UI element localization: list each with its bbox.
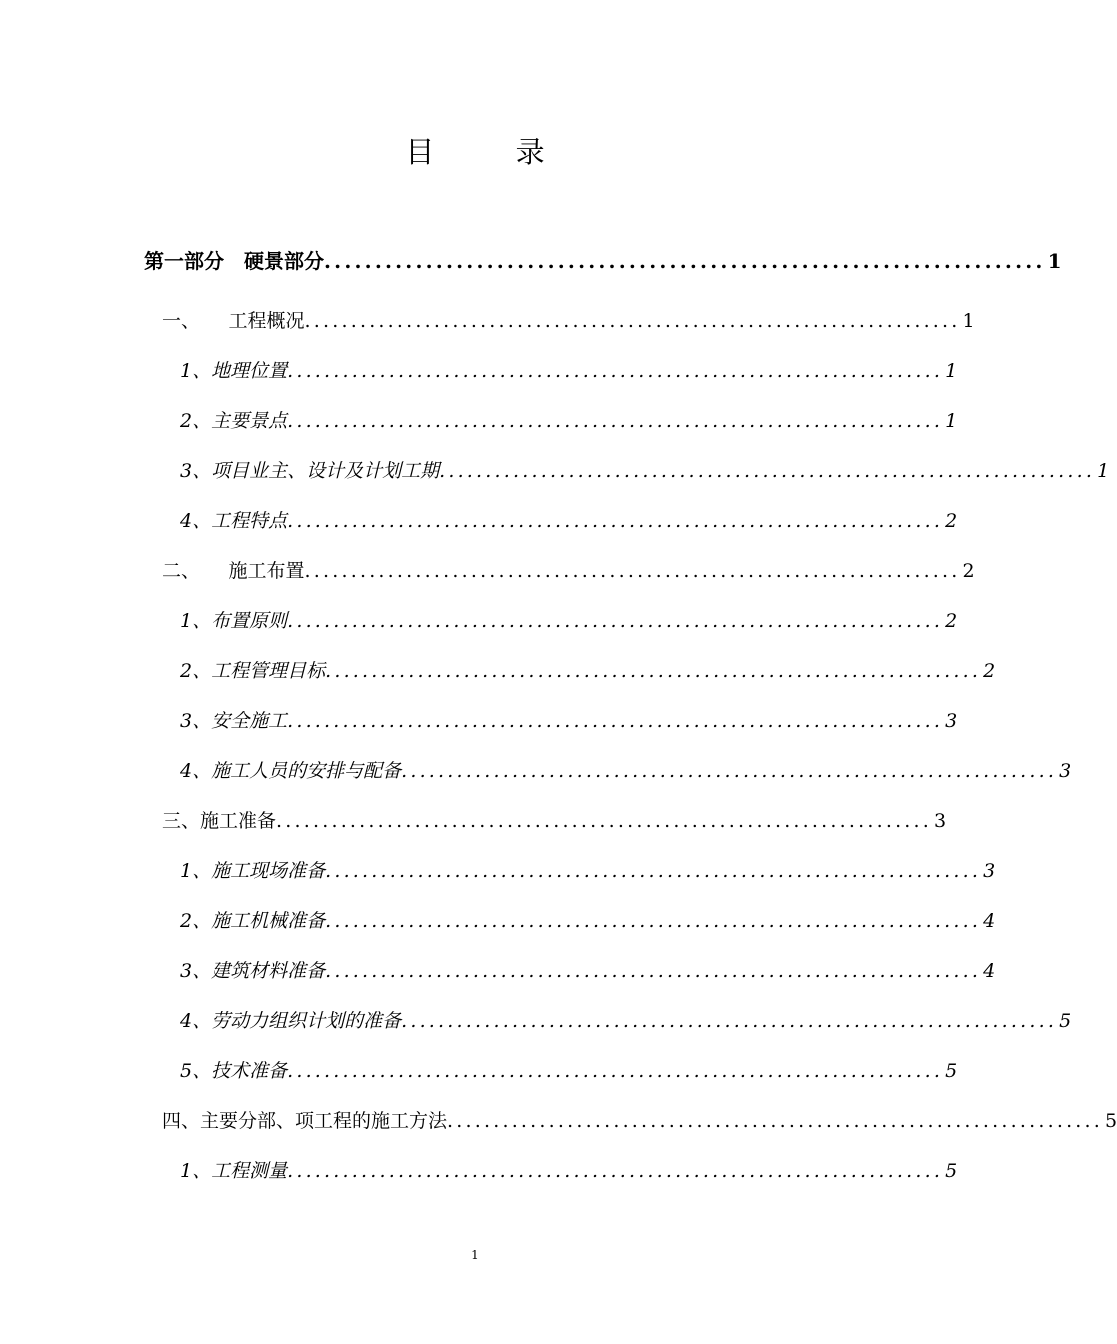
toc-leader-dots: ....................................................................... <box>287 610 944 632</box>
page-title: 目 录 <box>405 135 581 169</box>
toc-entry-page: 5 <box>945 1160 958 1182</box>
toc-entry-label: 2、工程管理目标 <box>180 660 326 682</box>
toc-leader-dots: ....................................................................... <box>287 360 944 382</box>
toc-leader-dots: ....................................................................... <box>325 860 982 882</box>
toc-entry-page: 1 <box>945 410 958 432</box>
toc-entry[interactable] <box>180 856 996 886</box>
toc-entry-label: 3、项目业主、设计及计划工期 <box>180 460 440 482</box>
toc-entry[interactable] <box>180 1006 1072 1036</box>
toc-entry-page: 4 <box>983 910 996 932</box>
toc-entry-page: 1 <box>945 360 958 382</box>
toc-entry[interactable] <box>162 556 975 586</box>
toc-leader-dots: ....................................................................... <box>324 249 1046 273</box>
toc-entry[interactable] <box>180 356 958 386</box>
footer-page-number: 1 <box>471 1248 479 1262</box>
toc-leader-dots: ....................................................................... <box>401 760 1058 782</box>
toc-entry-label: 1、布置原则 <box>180 610 288 632</box>
toc-entry-page: 1 <box>1097 460 1110 482</box>
toc-entry-label: 3、安全施工 <box>180 710 288 732</box>
toc-entry[interactable] <box>180 906 996 936</box>
toc-entry-label: 第一部分 硬景部分 <box>144 249 324 273</box>
toc-entry-page: 4 <box>983 960 996 982</box>
toc-entry-page: 2 <box>962 560 975 582</box>
toc-entry[interactable] <box>180 406 958 436</box>
toc-entry-page: 5 <box>945 1060 958 1082</box>
toc-entry[interactable] <box>180 606 958 636</box>
toc-leader-dots: ....................................................................... <box>287 410 944 432</box>
toc-entry-label: 1、施工现场准备 <box>180 860 326 882</box>
toc-entry-page: 5 <box>1105 1110 1117 1132</box>
toc-entry-label: 4、施工人员的安排与配备 <box>180 760 402 782</box>
toc-entry-page: 3 <box>983 860 996 882</box>
toc-entry-label: 5、技术准备 <box>180 1060 288 1082</box>
toc-entry[interactable] <box>180 506 958 536</box>
toc-entry-page: 3 <box>1059 760 1072 782</box>
toc-leader-dots: ....................................................................... <box>287 1060 944 1082</box>
toc-entry-page: 5 <box>1059 1010 1072 1032</box>
toc-leader-dots: ....................................................................... <box>325 660 982 682</box>
toc-leader-dots: ....................................................................... <box>304 560 961 582</box>
toc-entry[interactable] <box>144 246 1062 276</box>
toc-entry-label: 3、建筑材料准备 <box>180 960 326 982</box>
toc-leader-dots: ....................................................................... <box>287 510 944 532</box>
toc-leader-dots: ....................................................................... <box>304 310 961 332</box>
toc-leader-dots: ....................................................................... <box>287 1160 944 1182</box>
toc-entry-label: 一、 工程概况 <box>162 310 305 332</box>
toc-entry[interactable] <box>180 756 1072 786</box>
toc-entry-label: 4、工程特点 <box>180 510 288 532</box>
toc-entry[interactable] <box>162 306 975 336</box>
toc-leader-dots: ....................................................................... <box>325 910 982 932</box>
toc-entry-label: 三、施工准备 <box>162 810 277 832</box>
toc-entry-page: 2 <box>945 610 958 632</box>
toc-leader-dots: ....................................................................... <box>447 1110 1104 1132</box>
toc-leader-dots: ....................................................................... <box>287 710 944 732</box>
toc-entry[interactable] <box>180 656 996 686</box>
toc-entry-label: 2、主要景点 <box>180 410 288 432</box>
toc-leader-dots: ....................................................................... <box>401 1010 1058 1032</box>
toc-entry-label: 2、施工机械准备 <box>180 910 326 932</box>
toc-entry-label: 二、 施工布置 <box>162 560 305 582</box>
toc-entry-page: 3 <box>934 810 947 832</box>
toc-entry[interactable] <box>180 706 958 736</box>
toc-entry[interactable] <box>180 1056 958 1086</box>
toc-entry-label: 四、主要分部、项工程的施工方法 <box>162 1110 448 1132</box>
toc-entry[interactable] <box>180 1156 958 1186</box>
toc-entry-label: 1、工程测量 <box>180 1160 288 1182</box>
toc-entry[interactable] <box>162 806 947 836</box>
toc-entry-label: 1、地理位置 <box>180 360 288 382</box>
toc-entry[interactable] <box>162 1106 1117 1136</box>
toc-entry[interactable] <box>180 956 996 986</box>
toc-leader-dots: ....................................................................... <box>325 960 982 982</box>
toc-entry-page: 1 <box>962 310 975 332</box>
toc-entry[interactable] <box>180 456 1110 486</box>
toc-entry-label: 4、劳动力组织计划的准备 <box>180 1010 402 1032</box>
toc-entry-page: 2 <box>945 510 958 532</box>
toc-leader-dots: ....................................................................... <box>276 810 933 832</box>
toc-entry-page: 1 <box>1047 249 1062 273</box>
toc-leader-dots: ....................................................................... <box>439 460 1096 482</box>
toc-entry-page: 2 <box>983 660 996 682</box>
toc-entry-page: 3 <box>945 710 958 732</box>
